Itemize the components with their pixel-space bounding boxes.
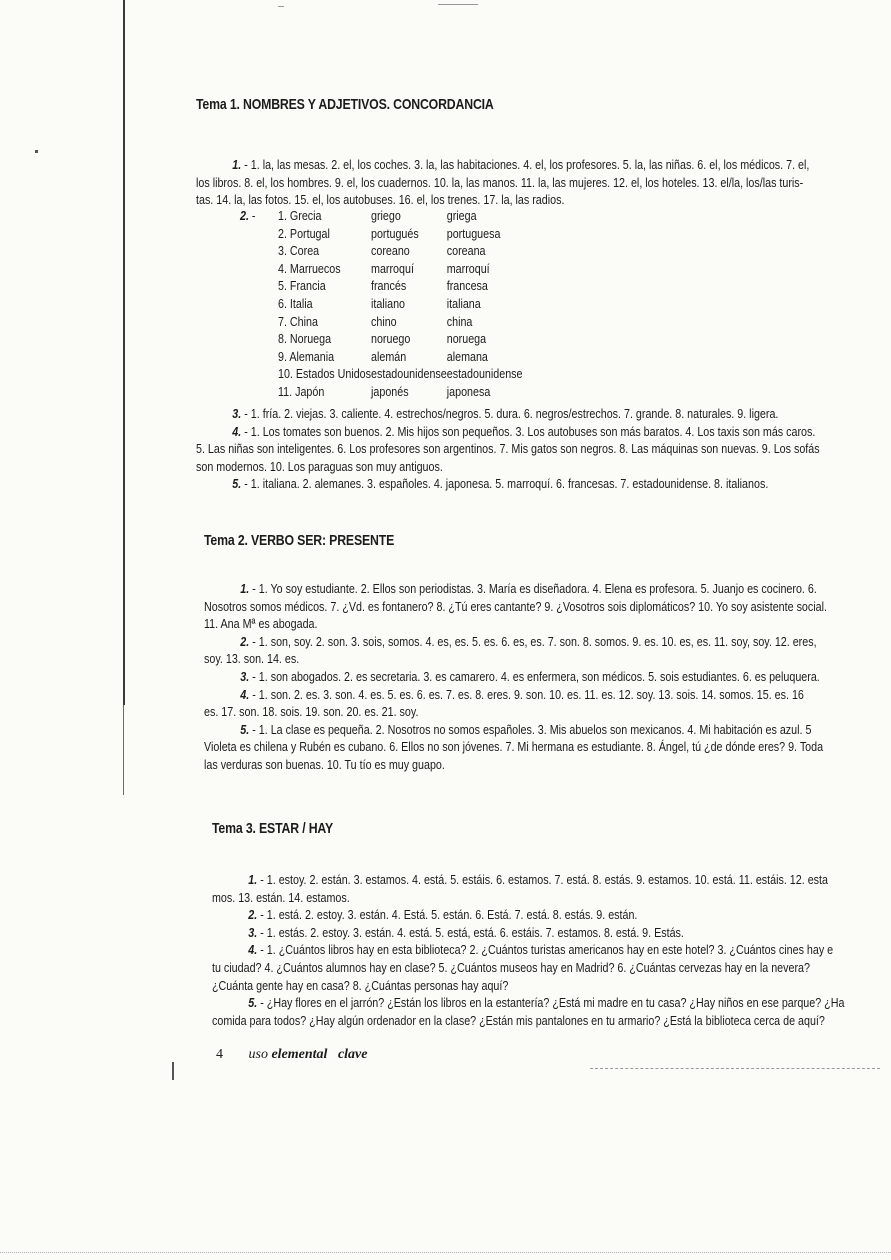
tema3-section bbox=[212, 820, 891, 1029]
answer-text: - 1. fría. 2. viejas. 3. caliente. 4. estrechos/negros. 5. dura. 6. negros/estrechos. 7. grande. 8. naturales. 9. ligera. bbox=[244, 406, 779, 421]
ex-line: ¿Cuánta gente hay en casa? 8. ¿Cuántas personas hay aquí? bbox=[212, 977, 509, 993]
feminine-cell: japonesa bbox=[446, 383, 491, 399]
ex-number: 2. bbox=[248, 907, 258, 923]
masculine-cell: japonés bbox=[371, 383, 409, 399]
table-row bbox=[278, 349, 522, 367]
ex-number: 5. bbox=[232, 476, 242, 492]
speck bbox=[35, 150, 38, 153]
table-row bbox=[278, 261, 522, 279]
country-cell: 4. Marruecos bbox=[278, 260, 341, 276]
ex-number: 2. bbox=[240, 208, 249, 223]
nationality-table bbox=[278, 208, 522, 402]
ex-line: comida para todos? ¿Hay algún ordenador en la clase? ¿Están mis pantalones en tu armario? ¿Está la biblioteca cerca de aquí? bbox=[212, 1012, 825, 1028]
ex-number: 3. bbox=[248, 924, 258, 940]
series-name: elemental bbox=[271, 1047, 328, 1062]
feminine-cell: alemana bbox=[446, 348, 488, 364]
ex-line bbox=[204, 580, 889, 598]
masculine-cell: francés bbox=[371, 278, 407, 294]
ex-number: 1. bbox=[240, 581, 250, 596]
answer-text: - 1. La clase es pequeña. 2. Nosotros no somos españoles. 3. Mis abuelos son mexicanos. 4. Mi habitación es azul. 5 bbox=[252, 721, 812, 737]
ex-line bbox=[212, 871, 891, 889]
masculine-cell: portugués bbox=[371, 225, 419, 241]
nationality-rows bbox=[278, 208, 522, 402]
answer-text: - 1. Los tomates son buenos. 2. Mis hijos son pequeños. 3. Los autobuses son más baratos. 4. Los taxis son más caros. bbox=[244, 423, 816, 439]
ex-line bbox=[196, 423, 881, 441]
ex-line bbox=[196, 156, 881, 174]
tema1-title: Tema 1. NOMBRES Y ADJETIVOS. CONCORDANCIA bbox=[196, 96, 494, 113]
answer-text: - 1. son. 2. es. 3. son. 4. es. 5. es. 6. es. 7. es. 8. eres. 9. son. 10. es. 11. es. 12. soy. 13. sois. 14. somos. 15. es. 16 bbox=[252, 686, 804, 702]
ex-number: 4. bbox=[240, 686, 250, 702]
country-cell: 10. Estados Unidos bbox=[278, 366, 372, 382]
ex-line bbox=[212, 941, 891, 959]
table-row bbox=[278, 384, 522, 402]
feminine-cell: portuguesa bbox=[446, 225, 501, 241]
feminine-cell: noruega bbox=[446, 331, 487, 347]
ex-dash: - bbox=[251, 208, 256, 223]
ex-line bbox=[196, 475, 881, 493]
answer-text: - 1. italiana. 2. alemanes. 3. españoles. 4. japonesa. 5. marroquí. 6. francesas. 7. estadounidense. 8. italianos. bbox=[244, 476, 769, 492]
ex-number: 4. bbox=[232, 423, 242, 439]
country-cell: 7. China bbox=[278, 313, 318, 329]
masculine-cell: griego bbox=[371, 208, 401, 223]
ex-line bbox=[204, 721, 889, 739]
page-footer bbox=[216, 1047, 367, 1063]
ex-line: es. 17. son. 18. sois. 19. son. 20. es. 21. soy. bbox=[204, 704, 419, 720]
page-bottom-edge bbox=[0, 1252, 891, 1254]
masculine-cell: chino bbox=[371, 313, 397, 329]
ex-number: 5. bbox=[248, 995, 258, 1011]
footer-rule bbox=[590, 1068, 880, 1070]
ex-line: son modernos. 10. Los paraguas son muy antiguos. bbox=[196, 458, 443, 474]
country-cell: 8. Noruega bbox=[278, 331, 332, 347]
country-cell: 6. Italia bbox=[278, 295, 313, 311]
ex-line bbox=[204, 668, 889, 686]
country-cell: 5. Francia bbox=[278, 278, 326, 294]
table-row bbox=[278, 278, 522, 296]
ex-line: tu ciudad? 4. ¿Cuántos alumnos hay en clase? 5. ¿Cuántos museos hay en Madrid? 6. ¿Cuántas cervezas hay en la nevera? bbox=[212, 959, 810, 975]
country-cell: 9. Alemania bbox=[278, 348, 335, 364]
ex-number: 2. bbox=[240, 633, 250, 649]
ex-number: 1. bbox=[232, 157, 242, 172]
masculine-cell: noruego bbox=[371, 331, 411, 347]
feminine-cell: italiana bbox=[446, 295, 481, 311]
masculine-cell: estadounidense bbox=[371, 366, 447, 382]
tema3-ex1 bbox=[212, 871, 891, 906]
ex-line: los libros. 8. el, los hombres. 9. el, los cuadernos. 10. la, las manos. 11. la, las mujeres. 12. el, los hoteles. 13. el/la, los/las turis- bbox=[196, 174, 804, 190]
answer-text: - 1. estás. 2. estoy. 3. están. 4. está. 5. está, está. 6. estáis. 7. estamos. 8. está. 9. Estás. bbox=[260, 924, 684, 940]
country-cell: 3. Corea bbox=[278, 243, 320, 259]
ex-line: Violeta es chilena y Rubén es cubano. 6. Ellos no son jóvenes. 7. Mi hermana es estudiante. 8. Ángel, tú ¿de dónde eres? 9. Toda bbox=[204, 739, 824, 755]
ex-number: 1. bbox=[248, 872, 258, 887]
tema3-ex4 bbox=[212, 941, 891, 994]
table-row bbox=[278, 226, 522, 244]
table-row bbox=[278, 314, 522, 332]
table-row bbox=[278, 208, 522, 226]
ex-line bbox=[204, 686, 889, 704]
tema3-ex2 bbox=[212, 906, 891, 924]
country-cell: 11. Japón bbox=[278, 383, 325, 399]
ex-number: 5. bbox=[240, 721, 250, 737]
table-row bbox=[278, 366, 522, 384]
ex-number: 3. bbox=[232, 406, 242, 421]
answer-text: - 1. son abogados. 2. es secretaria. 3. es camarero. 4. es enfermera, son médicos. 5. sois estudiantes. 6. es peluquera. bbox=[252, 668, 820, 684]
answer-text: - 1. ¿Cuántos libros hay en esta biblioteca? 2. ¿Cuántos turistas americanos hay en este hotel? 3. ¿Cuántos cines hay e bbox=[260, 942, 834, 958]
answer-text: - 1. la, las mesas. 2. el, los coches. 3. la, las habitaciones. 4. el, los profesores. 5. la, las niñas. 6. el, los médicos. 7. el, bbox=[244, 157, 810, 172]
answer-text: - ¿Hay flores en el jarrón? ¿Están los libros en la estantería? ¿Está mi madre en tu casa? ¿Hay niños en ese parque? ¿Ha bbox=[260, 995, 845, 1011]
masculine-cell: italiano bbox=[371, 295, 405, 311]
feminine-cell: francesa bbox=[446, 278, 488, 294]
tema1-section bbox=[196, 96, 886, 226]
tema2-ex1 bbox=[204, 580, 889, 633]
tema1-ex5 bbox=[196, 475, 881, 493]
ex-line: tas. 14. la, las fotos. 15. el, los autobuses. 16. el, los trenes. 17. la, las radios. bbox=[196, 192, 565, 208]
feminine-cell: china bbox=[446, 313, 473, 329]
feminine-cell: marroquí bbox=[446, 260, 490, 276]
speck bbox=[438, 4, 478, 5]
ex-line bbox=[212, 906, 891, 924]
masculine-cell: marroquí bbox=[371, 260, 414, 276]
tema2-section bbox=[204, 532, 891, 774]
answer-text: - 1. estoy. 2. están. 3. estamos. 4. está. 5. estáis. 6. estamos. 7. está. 8. estás. 9. estamos. 10. está. 11. estáis. 12. esta bbox=[260, 872, 828, 887]
country-cell: 1. Grecia bbox=[278, 208, 322, 223]
ex-line: las verduras son buenas. 10. Tu tío es muy guapo. bbox=[204, 756, 445, 772]
tema2-title: Tema 2. VERBO SER: PRESENTE bbox=[204, 532, 395, 549]
ex-line bbox=[196, 405, 881, 423]
tema1-ex3-5 bbox=[196, 405, 886, 493]
binding-line bbox=[123, 0, 125, 705]
feminine-cell: coreana bbox=[446, 243, 486, 259]
tema1-ex4 bbox=[196, 423, 881, 476]
tema3-ex5 bbox=[212, 994, 891, 1029]
tema1-ex3 bbox=[196, 405, 881, 423]
table-row bbox=[278, 331, 522, 349]
tema2-ex2 bbox=[204, 633, 889, 668]
answer-text: - 1. Yo soy estudiante. 2. Ellos son periodistas. 3. María es diseñadora. 4. Elena es profesora. 5. Juanjo es cocinero. 6. bbox=[252, 581, 817, 596]
speck bbox=[172, 1062, 174, 1080]
tema3-ex3 bbox=[212, 924, 891, 942]
ex2-label bbox=[240, 208, 256, 223]
table-row bbox=[278, 296, 522, 314]
page-number: 4 bbox=[216, 1047, 223, 1062]
speck bbox=[278, 6, 284, 7]
ex-line bbox=[212, 994, 891, 1012]
ex-line: 11. Ana Mª es abogada. bbox=[204, 616, 318, 632]
tema2-ex3 bbox=[204, 668, 889, 686]
ex-number: 3. bbox=[240, 668, 250, 684]
ex-number: 4. bbox=[248, 942, 258, 958]
ex-line bbox=[204, 633, 889, 651]
feminine-cell: griega bbox=[446, 208, 477, 223]
answer-text: - 1. está. 2. estoy. 3. están. 4. Está. 5. están. 6. Está. 7. está. 8. estás. 9. están. bbox=[260, 907, 638, 923]
binding-line-lower bbox=[123, 705, 124, 795]
series-suffix: clave bbox=[337, 1047, 368, 1062]
tema1-ex1 bbox=[196, 156, 881, 209]
ex-line: 5. Las niñas son inteligentes. 6. Los profesores son argentinos. 7. Mis gatos son negros. 8. Las máquinas son nuevas. 9. Los sofás bbox=[196, 441, 820, 457]
feminine-cell: estadounidense bbox=[446, 366, 523, 382]
tema3-title: Tema 3. ESTAR / HAY bbox=[212, 820, 334, 837]
tema2-ex5 bbox=[204, 721, 889, 774]
ex-line: Nosotros somos médicos. 7. ¿Vd. es fontanero? 8. ¿Tú eres cantante? 9. ¿Vosotros sois diplomáticos? 10. Yo soy asistente social. bbox=[204, 598, 827, 614]
masculine-cell: alemán bbox=[371, 348, 407, 364]
table-row bbox=[278, 243, 522, 261]
ex-line: mos. 13. están. 14. estamos. bbox=[212, 889, 350, 905]
ex-line: soy. 13. son. 14. es. bbox=[204, 651, 300, 667]
series-prefix: uso bbox=[248, 1047, 268, 1062]
tema2-ex4 bbox=[204, 686, 889, 721]
ex-label-cell bbox=[196, 209, 240, 227]
masculine-cell: coreano bbox=[371, 243, 410, 259]
ex-line bbox=[212, 924, 891, 942]
answer-text: - 1. son, soy. 2. son. 3. sois, somos. 4. es, es. 5. es. 6. es, es. 7. son. 8. somos. 9. es. 10. es, es. 11. soy, soy. 12. eres, bbox=[252, 633, 817, 649]
country-cell: 2. Portugal bbox=[278, 225, 330, 241]
